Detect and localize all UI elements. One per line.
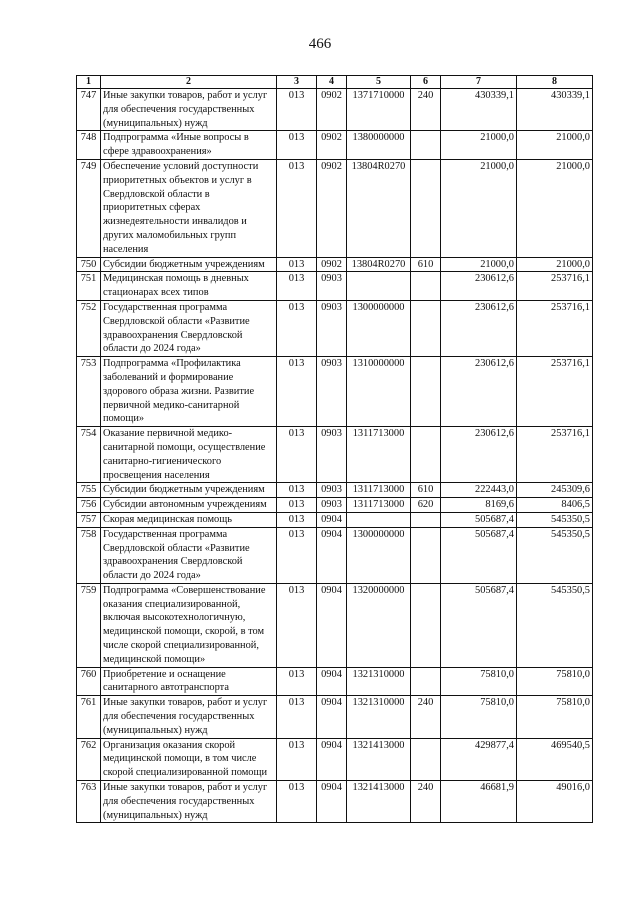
expense-type-code: 240 [411,89,441,131]
amount-year-1: 505687,4 [441,512,517,527]
table-row [77,89,593,131]
row-description: Обеспечение условий доступности приоритетных объектов и услуг в Свердловской области в приоритетных сферах жизнедеятельности инвалидов и других маломобильных групп населения [101,159,277,257]
section-code: 0903 [317,498,347,513]
row-number: 757 [77,512,101,527]
table-row [77,696,593,738]
amount-year-1: 430339,1 [441,89,517,131]
amount-year-2: 253716,1 [517,427,593,483]
section-code: 0902 [317,159,347,257]
section-code: 0902 [317,131,347,160]
table-row [77,527,593,583]
ministry-code: 013 [277,527,317,583]
row-number: 756 [77,498,101,513]
amount-year-2: 21000,0 [517,159,593,257]
amount-year-1: 505687,4 [441,583,517,667]
amount-year-1: 75810,0 [441,696,517,738]
amount-year-1: 230612,6 [441,357,517,427]
table-header [77,76,593,89]
table-row [77,300,593,356]
table-row [77,357,593,427]
amount-year-2: 21000,0 [517,257,593,272]
ministry-code: 013 [277,738,317,780]
amount-year-1: 230612,6 [441,427,517,483]
row-number: 760 [77,667,101,696]
expense-type-code [411,512,441,527]
row-number: 761 [77,696,101,738]
column-header-6: 6 [411,76,441,89]
target-article-code: 1321310000 [347,696,411,738]
amount-year-1: 21000,0 [441,159,517,257]
amount-year-2: 21000,0 [517,131,593,160]
table-row [77,583,593,667]
target-article-code: 13804R0270 [347,159,411,257]
expense-type-code: 610 [411,257,441,272]
row-description: Субсидии автономным учреждениям [101,498,277,513]
amount-year-2: 8406,5 [517,498,593,513]
target-article-code: 1371710000 [347,89,411,131]
row-description: Подпрограмма «Иные вопросы в сфере здравоохранения» [101,131,277,160]
section-code: 0903 [317,357,347,427]
column-header-7: 7 [441,76,517,89]
table-row [77,272,593,301]
ministry-code: 013 [277,159,317,257]
row-number: 754 [77,427,101,483]
ministry-code: 013 [277,498,317,513]
target-article-code: 13804R0270 [347,257,411,272]
section-code: 0904 [317,738,347,780]
table-row [77,131,593,160]
target-article-code [347,512,411,527]
row-number: 749 [77,159,101,257]
table-row [77,498,593,513]
expense-type-code [411,427,441,483]
ministry-code: 013 [277,512,317,527]
expense-type-code [411,667,441,696]
row-number: 762 [77,738,101,780]
section-code: 0902 [317,257,347,272]
row-number: 750 [77,257,101,272]
expense-type-code [411,131,441,160]
page-number: 466 [308,36,332,52]
row-description: Иные закупки товаров, работ и услуг для обеспечения государственных (муниципальных) нужд [101,89,277,131]
amount-year-2: 75810,0 [517,696,593,738]
ministry-code: 013 [277,696,317,738]
section-code: 0904 [317,527,347,583]
expense-type-code [411,583,441,667]
row-number: 755 [77,483,101,498]
expense-type-code: 240 [411,696,441,738]
target-article-code: 1311713000 [347,498,411,513]
ministry-code: 013 [277,89,317,131]
target-article-code: 1321413000 [347,781,411,823]
amount-year-1: 429877,4 [441,738,517,780]
ministry-code: 013 [277,131,317,160]
ministry-code: 013 [277,583,317,667]
column-header-8: 8 [517,76,593,89]
row-number: 748 [77,131,101,160]
table-body [77,89,593,823]
amount-year-2: 245309,6 [517,483,593,498]
target-article-code: 1300000000 [347,300,411,356]
expense-type-code: 620 [411,498,441,513]
amount-year-2: 253716,1 [517,272,593,301]
section-code: 0904 [317,512,347,527]
amount-year-1: 8169,6 [441,498,517,513]
table-row [77,738,593,780]
row-description: Подпрограмма «Совершенствование оказания специализированной, включая высокотехнологичную, медицинской помощи, скорой, в том числе скорой специализированной, медицинской помощи» [101,583,277,667]
row-number: 752 [77,300,101,356]
amount-year-2: 545350,5 [517,527,593,583]
row-number: 751 [77,272,101,301]
expense-type-code [411,527,441,583]
amount-year-2: 545350,5 [517,512,593,527]
amount-year-2: 49016,0 [517,781,593,823]
row-description: Государственная программа Свердловской области «Развитие здравоохранения Свердловской области до 2024 года» [101,300,277,356]
table-row [77,159,593,257]
amount-year-1: 75810,0 [441,667,517,696]
amount-year-2: 545350,5 [517,583,593,667]
row-description: Оказание первичной медико-санитарной помощи, осуществление санитарно-гигиенического просвещения населения [101,427,277,483]
row-description: Организация оказания скорой медицинской помощи, в том числе скорой специализированной помощи [101,738,277,780]
header-row [77,76,593,89]
target-article-code: 1311713000 [347,427,411,483]
column-header-5: 5 [347,76,411,89]
amount-year-1: 505687,4 [441,527,517,583]
row-description: Иные закупки товаров, работ и услуг для обеспечения государственных (муниципальных) нужд [101,781,277,823]
amount-year-2: 253716,1 [517,300,593,356]
row-description: Подпрограмма «Профилактика заболеваний и формирование здорового образа жизни. Развитие первичной медико-санитарной помощи» [101,357,277,427]
row-number: 747 [77,89,101,131]
table-row [77,512,593,527]
section-code: 0902 [317,89,347,131]
target-article-code [347,272,411,301]
column-header-1: 1 [77,76,101,89]
expense-type-code [411,738,441,780]
target-article-code: 1380000000 [347,131,411,160]
row-number: 758 [77,527,101,583]
section-code: 0904 [317,667,347,696]
table-row [77,483,593,498]
table-row [77,257,593,272]
ministry-code: 013 [277,427,317,483]
amount-year-1: 222443,0 [441,483,517,498]
section-code: 0904 [317,696,347,738]
expense-type-code [411,159,441,257]
ministry-code: 013 [277,667,317,696]
amount-year-2: 430339,1 [517,89,593,131]
amount-year-2: 75810,0 [517,667,593,696]
row-description: Государственная программа Свердловской области «Развитие здравоохранения Свердловской области до 2024 года» [101,527,277,583]
target-article-code: 1310000000 [347,357,411,427]
section-code: 0903 [317,272,347,301]
amount-year-1: 46681,9 [441,781,517,823]
amount-year-2: 253716,1 [517,357,593,427]
amount-year-1: 21000,0 [441,131,517,160]
row-description: Приобретение и оснащение санитарного автотранспорта [101,667,277,696]
target-article-code: 1321310000 [347,667,411,696]
section-code: 0903 [317,427,347,483]
ministry-code: 013 [277,781,317,823]
ministry-code: 013 [277,357,317,427]
ministry-code: 013 [277,257,317,272]
row-number: 753 [77,357,101,427]
row-description: Медицинская помощь в дневных стационарах всех типов [101,272,277,301]
amount-year-1: 230612,6 [441,272,517,301]
column-header-2: 2 [101,76,277,89]
row-description: Иные закупки товаров, работ и услуг для обеспечения государственных (муниципальных) нужд [101,696,277,738]
table-row [77,667,593,696]
row-description: Субсидии бюджетным учреждениям [101,483,277,498]
section-code: 0903 [317,483,347,498]
expense-type-code [411,272,441,301]
budget-table [76,75,593,823]
target-article-code: 1311713000 [347,483,411,498]
column-header-4: 4 [317,76,347,89]
row-description: Скорая медицинская помощь [101,512,277,527]
expense-type-code: 240 [411,781,441,823]
target-article-code: 1300000000 [347,527,411,583]
table-row [77,427,593,483]
expense-type-code [411,300,441,356]
column-header-3: 3 [277,76,317,89]
table-row [77,781,593,823]
target-article-code: 1320000000 [347,583,411,667]
ministry-code: 013 [277,272,317,301]
expense-type-code: 610 [411,483,441,498]
section-code: 0904 [317,781,347,823]
expense-type-code [411,357,441,427]
target-article-code: 1321413000 [347,738,411,780]
amount-year-1: 21000,0 [441,257,517,272]
ministry-code: 013 [277,300,317,356]
section-code: 0903 [317,300,347,356]
section-code: 0904 [317,583,347,667]
amount-year-1: 230612,6 [441,300,517,356]
ministry-code: 013 [277,483,317,498]
row-description: Субсидии бюджетным учреждениям [101,257,277,272]
row-number: 759 [77,583,101,667]
amount-year-2: 469540,5 [517,738,593,780]
row-number: 763 [77,781,101,823]
